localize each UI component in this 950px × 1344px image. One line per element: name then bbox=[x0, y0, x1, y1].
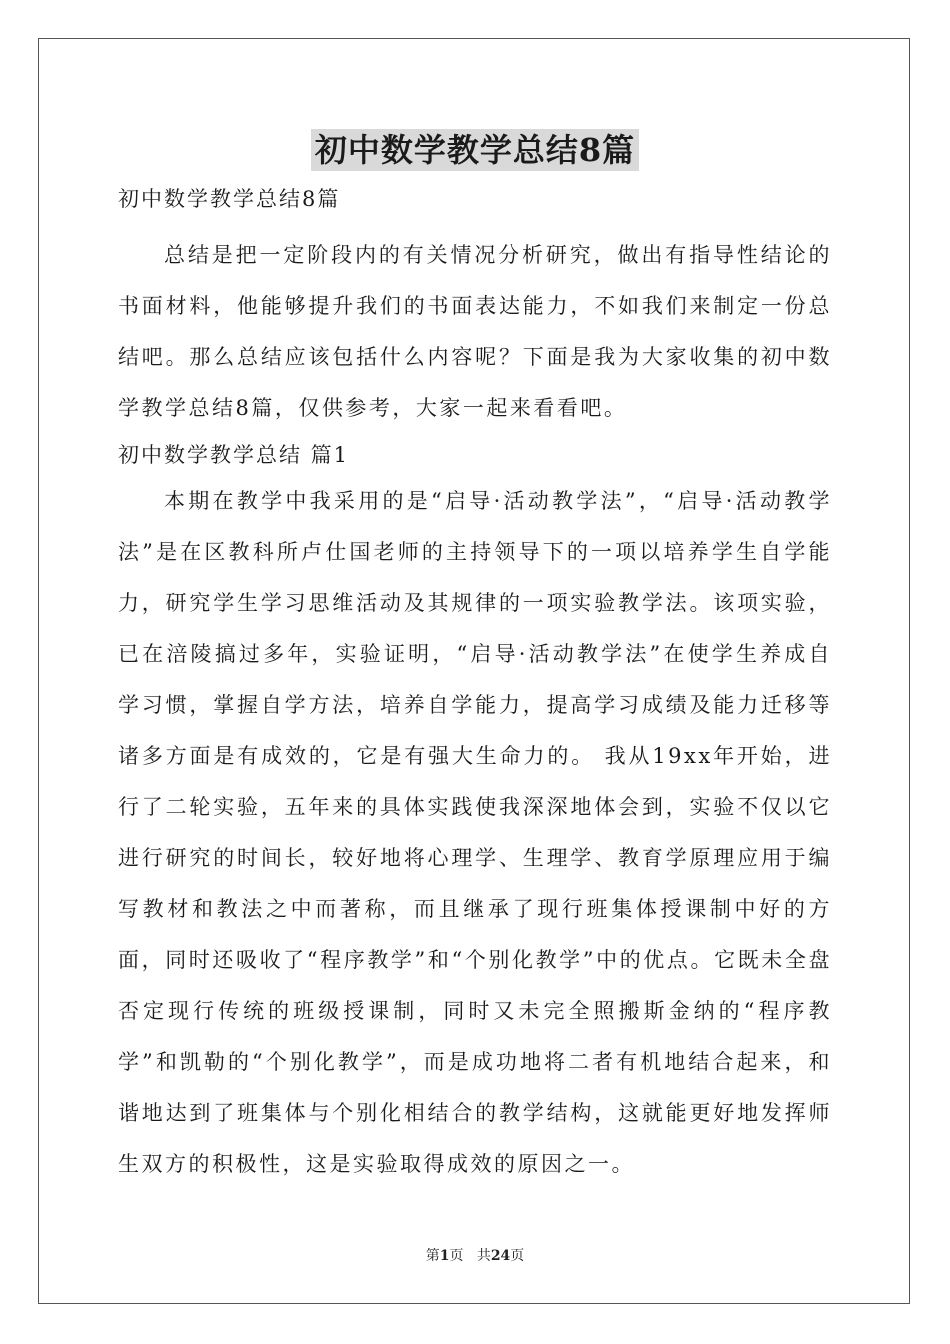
document-body bbox=[118, 178, 832, 1190]
total-pages-prefix: 共 bbox=[476, 1248, 491, 1264]
document-title bbox=[0, 126, 950, 174]
intro-paragraph: 总结是把一定阶段内的有关情况分析研究，做出有指导性结论的书面材料，他能够提升我们的书面表达能力，不如我们来制定一份总结吧。那么总结应该包括什么内容呢？下面是我为大家收集的初中数学教学总结8篇，仅供参考，大家一起来看看吧。 bbox=[118, 243, 832, 420]
page-number-prefix: 第 bbox=[425, 1248, 440, 1264]
document-title-text: 初中数学教学总结8篇 bbox=[311, 129, 639, 171]
document-subtitle: 初中数学教学总结8篇 bbox=[118, 187, 341, 211]
section-paragraph: 本期在教学中我采用的是“启导·活动教学法”，“启导·活动教学法”是在区教科所卢仕国老师的主持领导下的一项以培养学生自学能力，研究学生学习思维活动及其规律的一项实验教学法。该项实验，已在涪陵搞过多年，实验证明，“启导·活动教学法”在使学生养成自学习惯，掌握自学方法，培养自学能力，提高学习成绩及能力迁移等诸多方面是有成效的，它是有强大生命力的。 我从19xx年开始，进行了二轮实验，五年来的具体实践使我深深地体会到，实验不仅以它进行研究的时间长，较好地将心理学、生理学、教育学原理应用于编写教材和教法之中而著称，而且继承了现行班集体授课制中好的方面，同时还吸收了“程序教学”和“个别化教学”中的优点。它既未全盘否定现行传统的班级授课制，同时又未完全照搬斯金纳的“程序教学”和凯勒的“个别化教学”，而是成功地将二者有机地结合起来，和谐地达到了班集体与个别化相结合的教学结构，这就能更好地发挥师生双方的积极性，这是实验取得成效的原因之一。 bbox=[118, 489, 832, 1176]
page-number-suffix: 页 bbox=[449, 1248, 464, 1264]
page-footer bbox=[0, 1245, 950, 1265]
section-heading: 初中数学教学总结 篇1 bbox=[118, 443, 350, 467]
total-pages-suffix: 页 bbox=[510, 1248, 525, 1264]
total-pages-number: 24 bbox=[490, 1248, 511, 1264]
current-page-number: 1 bbox=[439, 1248, 450, 1264]
